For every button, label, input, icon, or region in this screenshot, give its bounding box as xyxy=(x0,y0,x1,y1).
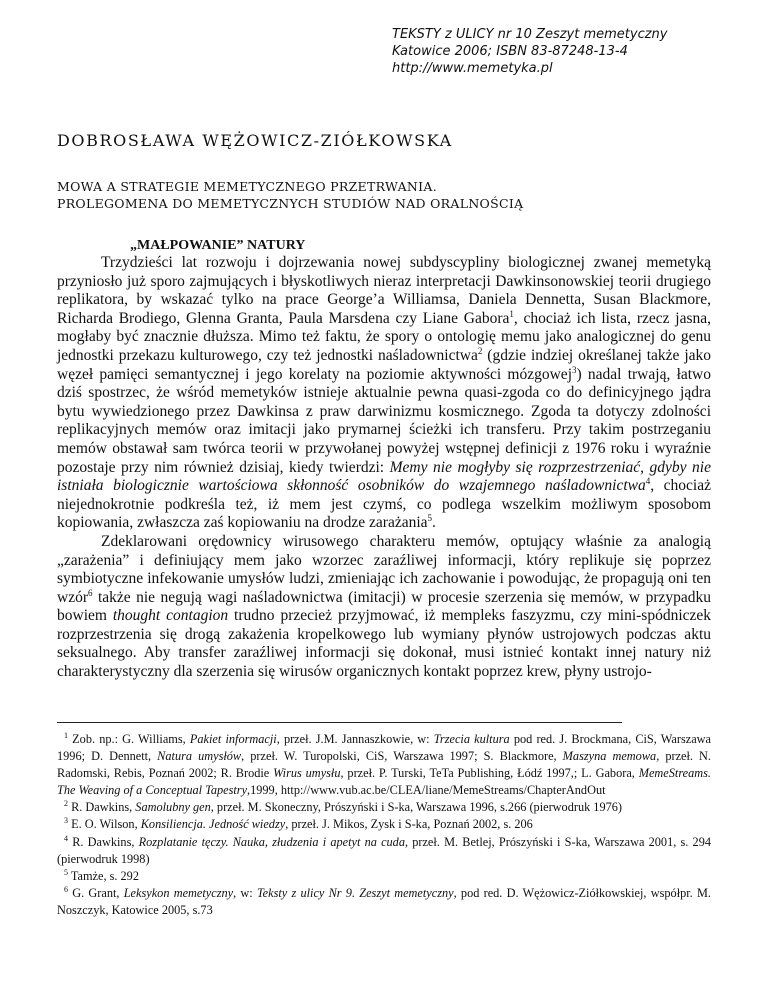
footnote-3: $^3$ E. O. Wilson, Konsiliencja. Jedność wiedzy, przeł. J. Mikos, Zysk i S-ka, Poznań 2002, s. 206 xyxy=(64,816,533,832)
footnote-6: $^6$ G. Grant, Leksykon memetyczny, w: Teksty z ulicy Nr 9. Zeszyt memetyczny, pod red. D. Wężowicz-Ziółkowskiej, współpr. M. Noszczyk, Katowice 2005, s.73 xyxy=(57,884,711,917)
footnote-ref-2[interactable]: 2 xyxy=(477,345,483,356)
footnote-ref-5[interactable]: 5 xyxy=(427,513,433,524)
footnote-ref-6[interactable]: 6 xyxy=(88,587,93,598)
footnote-4: $^4$ R. Dawkins, Rozplatanie tęczy. Nauka, złudzenia i apetyt na cuda, przeł. M. Betlej, Prószyński i S-ka, Warszawa 2001, s. 294 (pierwodruk 1998) xyxy=(57,833,711,866)
dawkins-quote: Memy nie mogłyby się rozprzestrzeniać, gdyby nie istniała biologicznie wartościowa skłonność osobników do wzajemnego naśladownictwa xyxy=(57,458,711,495)
footnote-5: $^5$ Tamże, s. 292 xyxy=(64,867,139,883)
footnote-ref-1[interactable]: 1 xyxy=(509,308,514,319)
footnote-2: $^2$ R. Dawkins, Samolubny gen, przeł. M. Skoneczny, Prószyński i S-ka, Warszawa 1996, s.266 (pierwodruk 1976) xyxy=(64,799,622,815)
thought-contagion-term: thought contagion xyxy=(112,607,229,625)
article-body xyxy=(57,254,711,682)
gabora-link: ,1999, http://www.vub.ac.be/CLEA/liane/MemeStreams/ChapterAndOut xyxy=(247,783,606,798)
article-title xyxy=(57,178,717,212)
paragraph-2: Zdeklarowani orędownicy wirusowego charakteru memów, optujący właśnie za analogią „zarażenia” i definiujący mem jako wzorzec zaraźliwej informacji, który replikuje się poprzez symbiotyczne infekowanie umysłów ludzi, zmieniając ich zachowanie i powodując, że propagują oni ten wzór$^6$ także nie negują wagi naśladownictwa (imitacji) w procesie szerzenia się memów, w przypadku bowiem thought contagion trudno przecież przyjmować, iż mempleks faszyzmu, czy mini-spódniczek rozprzestrzenia się drogą zakażenia kropelkowego lub wymiany płynów ustrojowych podczas aktu seksualnego. Aby transfer zaraźliwej informacji się dokonał, musi istnieć kontakt innej natury niż charakterystyczny dla szerzenia się wirusów organicznych kontakt poprzez krew, płyny ustrojo- xyxy=(57,532,712,681)
paragraph-1: Trzydzieści lat rozwoju i dojrzewania nowej subdyscypliny biologicznej zwanej memetyką przyniosło już sporo zajmujących i błyskotliwych nieraz interpretacji Dawkinsonowskiej teorii drugiego replikatora, by wskazać tylko na prace George’a Williamsa, Daniela Dennetta, Susan Blackmore, Richarda Brodiego, Glenna Granta, Paula Marsdena czy Liane Gabora$^1$, chociaż ich lista, rzecz jasna, mogłaby być znacznie dłuższa. Mimo też faktu, że spory o ontologię memu jako analogicznej do genu jednostki przekazu kulturowego, czy też jednostki naśladownictwa$^2$ (gdzie indziej określanej także jako węzeł pamięci semantycznej i jego korelaty na poziomie aktywności mózgowej$^3$) nadal trwają, łatwo dziś spostrzec, że wśród memetyków istnieje aktualnie pewna quasi-zgoda co do definicyjnego jądra bytu wywiedzionego przez Dawkinsa z praw darwinizmu kosmicznego. Zgoda ta dotyczy zdolności replikacyjnych memów oraz imitacji jako prymarnej ścieżki ich transferu. Przy takim postrzeganiu memów obstawał sam twórca teorii w przywołanej powyżej wstępnej definicji z 1976 roku i wyraźnie pozostaje przy nim również dzisiaj, kiedy twierdzi: Memy nie mogłyby się rozprzestrzeniać, gdyby nie istniała biologicznie wartościowa skłonność osobników do wzajemnego naśladownictwa$^4$, chociaż niejednokrotnie podkreśla też, iż mem jest czymś, co podlega wszelkim możliwym sposobom kopiowania, zwłaszcza zaś kopiowaniu na drodze zarażania$^5$. xyxy=(57,254,712,532)
header-url: http://www.memetyka.pl xyxy=(392,61,553,76)
header-journal: TEKSTY z ULICY nr 10 Zeszyt memetyczny xyxy=(392,27,668,42)
title-line-1: MOWA A STRATEGIE MEMETYCZNEGO PRZETRWANIA. xyxy=(57,179,437,194)
author-name: DOBROSŁAWA WĘŻOWICZ-ZIÓŁKOWSKA xyxy=(57,131,453,150)
header-place-isbn: Katowice 2006; ISBN 83-87248-13-4 xyxy=(392,44,628,59)
footnote-ref-4[interactable]: 4 xyxy=(645,475,651,486)
publication-header xyxy=(392,26,752,77)
section-heading: „MAŁPOWANIE” NATURY xyxy=(130,238,306,253)
title-line-2: PROLEGOMENA DO MEMETYCZNYCH STUDIÓW NAD ORALNOŚCIĄ xyxy=(57,196,524,211)
footnote-separator xyxy=(57,722,622,723)
footnote-1: $^1$ Zob. np.: G. Williams, Pakiet informacji, przeł. J.M. Jannaszkowie, w: Trzecia kultura pod red. J. Brockmana, CiS, Warszawa 1996; D. Dennett, Natura umysłów, przeł. W. Turopolski, CiS, Warszawa 1997; S. Blackmore, Maszyna memowa, przeł. N. Radomski, Rebis, Poznań 2002; R. Brodie Wirus umysłu, przeł. P. Turski, TeTa Publishing, Łódź 1997,; L. Gabora, MemeStreams. The Weaving of a Conceptual Tapestry,1999, http://www.vub.ac.be/CLEA/liane/MemeStreams/ChapterAndOut xyxy=(57,730,712,798)
footnote-ref-3[interactable]: 3 xyxy=(572,364,577,375)
footnotes xyxy=(57,731,711,919)
